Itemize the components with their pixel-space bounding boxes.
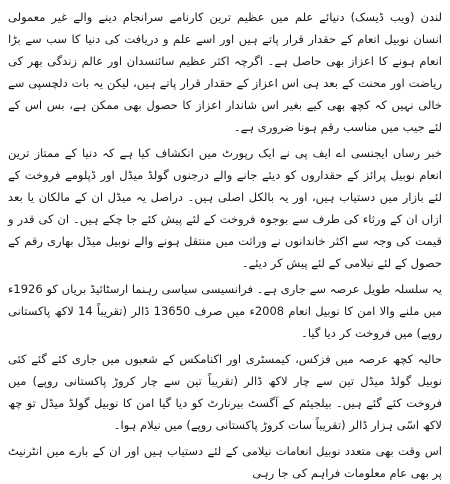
article-paragraph-report: خبر رساں ایجنسی اے ایف پی نے ایک رپورٹ میں انکشاف کیا ہے کہ دنیا کے ممتاز ترین انعام نوبیل پرائز کے حقداروں کو دیئے جانے والے درجنوں گولڈ میڈل اور ڈپلومے فروخت کے لئے بازار میں دستیاب ہیں، اور یہ بالکل اصلی ہیں۔ دراصل یہ میڈل ان کے مالکان یا بعد ازاں ان کے ورثاء کی طرف سے بوجوہ فروخت کے لئے پیش کئے جا چکے ہیں۔ ان کی قدر و قیمت کی وجہ سے اکثر خاندانوں نے وراثت میں منتقل ہونے والے نوبیل میڈل بھاری رقم کے حصول کے لئے نیلامی کے لئے پیش کر دیئے۔ [8,146,442,270]
article-paragraph-intro: لندن (ویب ڈیسک) دنیائے علم میں عظیم ترین کارنامے سرانجام دینے والے غیر معمولی انسان نوبیل انعام کے حقدار قرار پاتے ہیں اور اسے علم و دریافت کی دنیا کا سب سے بڑا انعام ہونے کا اعزاز بھی حاصل ہے۔ اگرچہ اکثر عظیم سائنسدان اور عالم زندگی بھر کی ریاضت اور محنت کے بعد ہی اس اعزاز کے حقدار قرار پاتے ہیں، لیکن یہ بات دلچسپی سے خالی نہیں کہ کچھ بھی کیے بغیر اس شاندار اعزاز کا حصول بھی ممکن ہے، بس اس کے لئے جیب میں مناسب رقم ہونا ضروری ہے۔ [8,10,442,134]
article-paragraph-recent-sales: حالیہ کچھ عرصہ میں فزکس، کیمسٹری اور اکنامکس کے شعبوں میں جاری کئے گئے کئی نوبیل گولڈ میڈل تین سے چار لاکھ ڈالر (تقریباً تین سے چار کروڑ پاکستانی روپے) میں فروخت کئے گئے ہیں۔ بیلجیئم کے آگسٹ بیرنارٹ کو دیا گیا امن کا نوبیل گولڈ میڈل تو چھ لاکھ اسّی ہزار ڈالر (تقریباً سات کروڑ پاکستانی روپے) میں نیلام ہوا۔ [8,352,442,432]
article-paragraph-auctions: اس وقت بھی متعدد نوبیل انعامات نیلامی کے لئے دستیاب ہیں اور ان کے بارے میں انٹرنیٹ پر بھی عام معلومات فراہم کی جا رہی [8,444,442,480]
article-paragraph-briand: یہ سلسلہ طویل عرصہ سے جاری ہے۔ فرانسیسی سیاسی رہنما ارسٹائیڈ بریاں کو 1926ء میں ملنے والا امن کا نوبیل انعام 2008ء میں صرف 13650 ڈالر (تقریباً 14 لاکھ پاکستانی روپے) میں فروخت کر دیا گیا۔ [8,282,443,340]
